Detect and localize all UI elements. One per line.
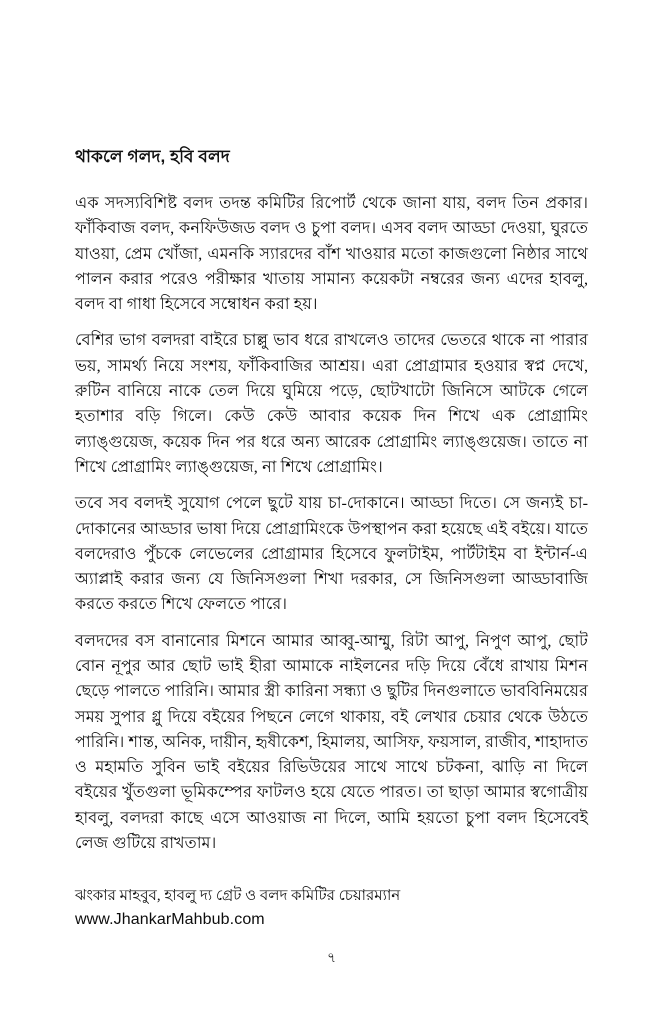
body-paragraph-3: তবে সব বলদই সুযোগ পেলে ছুটে যায় চা-দোকানে। আড্ডা দিতে। সে জন্যই চা-দোকানের আড্ডার ভাষা দিয়ে প্রোগ্রামিংকে উপস্থাপন করা হয়েছে এই বইয়ে। যাতে বলদেরাও পুঁচকে লেভেলের প্রোগ্রামার হিসেবে ফুলটাইম, পার্টটাইম বা ইন্টার্ন-এ অ্যাপ্লাই করার জন্য যে জিনিসগুলা শিখা দরকার, সে জিনিসগুলা আড্ডাবাজি করতে করতে শিখে ফেলতে পারে। (75, 494, 588, 614)
body-paragraph-2: বেশির ভাগ বলদরা বাইরে চাল্লু ভাব ধরে রাখলেও তাদের ভেতরে থাকে না পারার ভয়, সামর্থ্য নিয়ে সংশয়, ফাঁকিবাজির আশ্রয়। এরা প্রোগ্রামার হওয়ার স্বপ্ন দেখে, রুটিন বানিয়ে নাকে তেল দিয়ে ঘুমিয়ে পড়ে, ছোটখাটো জিনিসে আটকে গেলে হতাশার বড়ি গিলে। কেউ কেউ আবার কয়েক দিন শিখে এক প্রোগ্রামিং ল্যাঙ্গুয়েজ, কয়েক দিন পর ধরে অন্য আরেক প্রোগ্রামিং ল্যাঙ্গুয়েজ। তাতে না শিখে প্রোগ্রামিং ল্যাঙ্গুয়েজ, না শিখে প্রোগ্রামিং। (75, 331, 588, 476)
page-content (75, 146, 588, 931)
page-number: ৭ (326, 951, 337, 966)
author-signature: ঝংকার মাহবুব, হাবলু দ্য গ্রেট ও বলদ কমিটির চেয়ারম্যান (75, 888, 401, 905)
signature-block (75, 885, 588, 931)
page-title: থাকলে গলদ, হবি বলদ (75, 147, 230, 166)
body-paragraph-1: এক সদস্যবিশিষ্ট বলদ তদন্ত কমিটির রিপোর্ট থেকে জানা যায়, বলদ তিন প্রকার। ফাঁকিবাজ বলদ, কনফিউজড বলদ ও চুপা বলদ। এসব বলদ আড্ডা দেওয়া, ঘুরতে যাওয়া, প্রেম খোঁজা, এমনকি স্যারদের বাঁশ খাওয়ার মতো কাজগুলো নিষ্ঠার সাথে পালন করার পরেও পরীক্ষার খাতায় সামান্য কয়েকটা নম্বরের জন্য এদের হাবলু, বলদ বা গাধা হিসেবে সম্বোধন করা হয়। (75, 193, 588, 314)
author-website-url[interactable]: www.JhankarMahbub.com (75, 911, 265, 929)
body-paragraph-4: বলদদের বস বানানোর মিশনে আমার আব্বু-আম্মু, রিটা আপু, নিপুণ আপু, ছোট বোন নূপুর আর ছোট ভাই হীরা আমাকে নাইলনের দড়ি দিয়ে বেঁধে রাখায় মিশন ছেড়ে পালতে পারিনি। আমার স্ত্রী কারিনা সন্ধ্যা ও ছুটির দিনগুলাতে ভাববিনিময়ের সময় সুপার গ্লু দিয়ে বইয়ের পিছনে লেগে থাকায়, বই লেখার চেয়ার থেকে উঠতে পারিনি। শান্ত, অনিক, দায়ীন, হৃষীকেশ, হিমালয়, আসিফ, ফয়সাল, রাজীব, শাহাদাত ও মহামতি সুবিন ভাই বইয়ের রিভিউয়ের সাথে সাথে চটকনা, ঝাড়ি না দিলে বইয়ের খুঁতগুলা ভূমিকম্পের ফাটলও হয়ে যেতে পারত। তা ছাড়া আমার স্বগোত্রীয় হাবলু, বলদরা কাছে এসে আওয়াজ না দিলে, আমি হয়তো চুপা বলদ হিসেবেই লেজ গুটিয়ে রাখতাম। (75, 631, 588, 853)
